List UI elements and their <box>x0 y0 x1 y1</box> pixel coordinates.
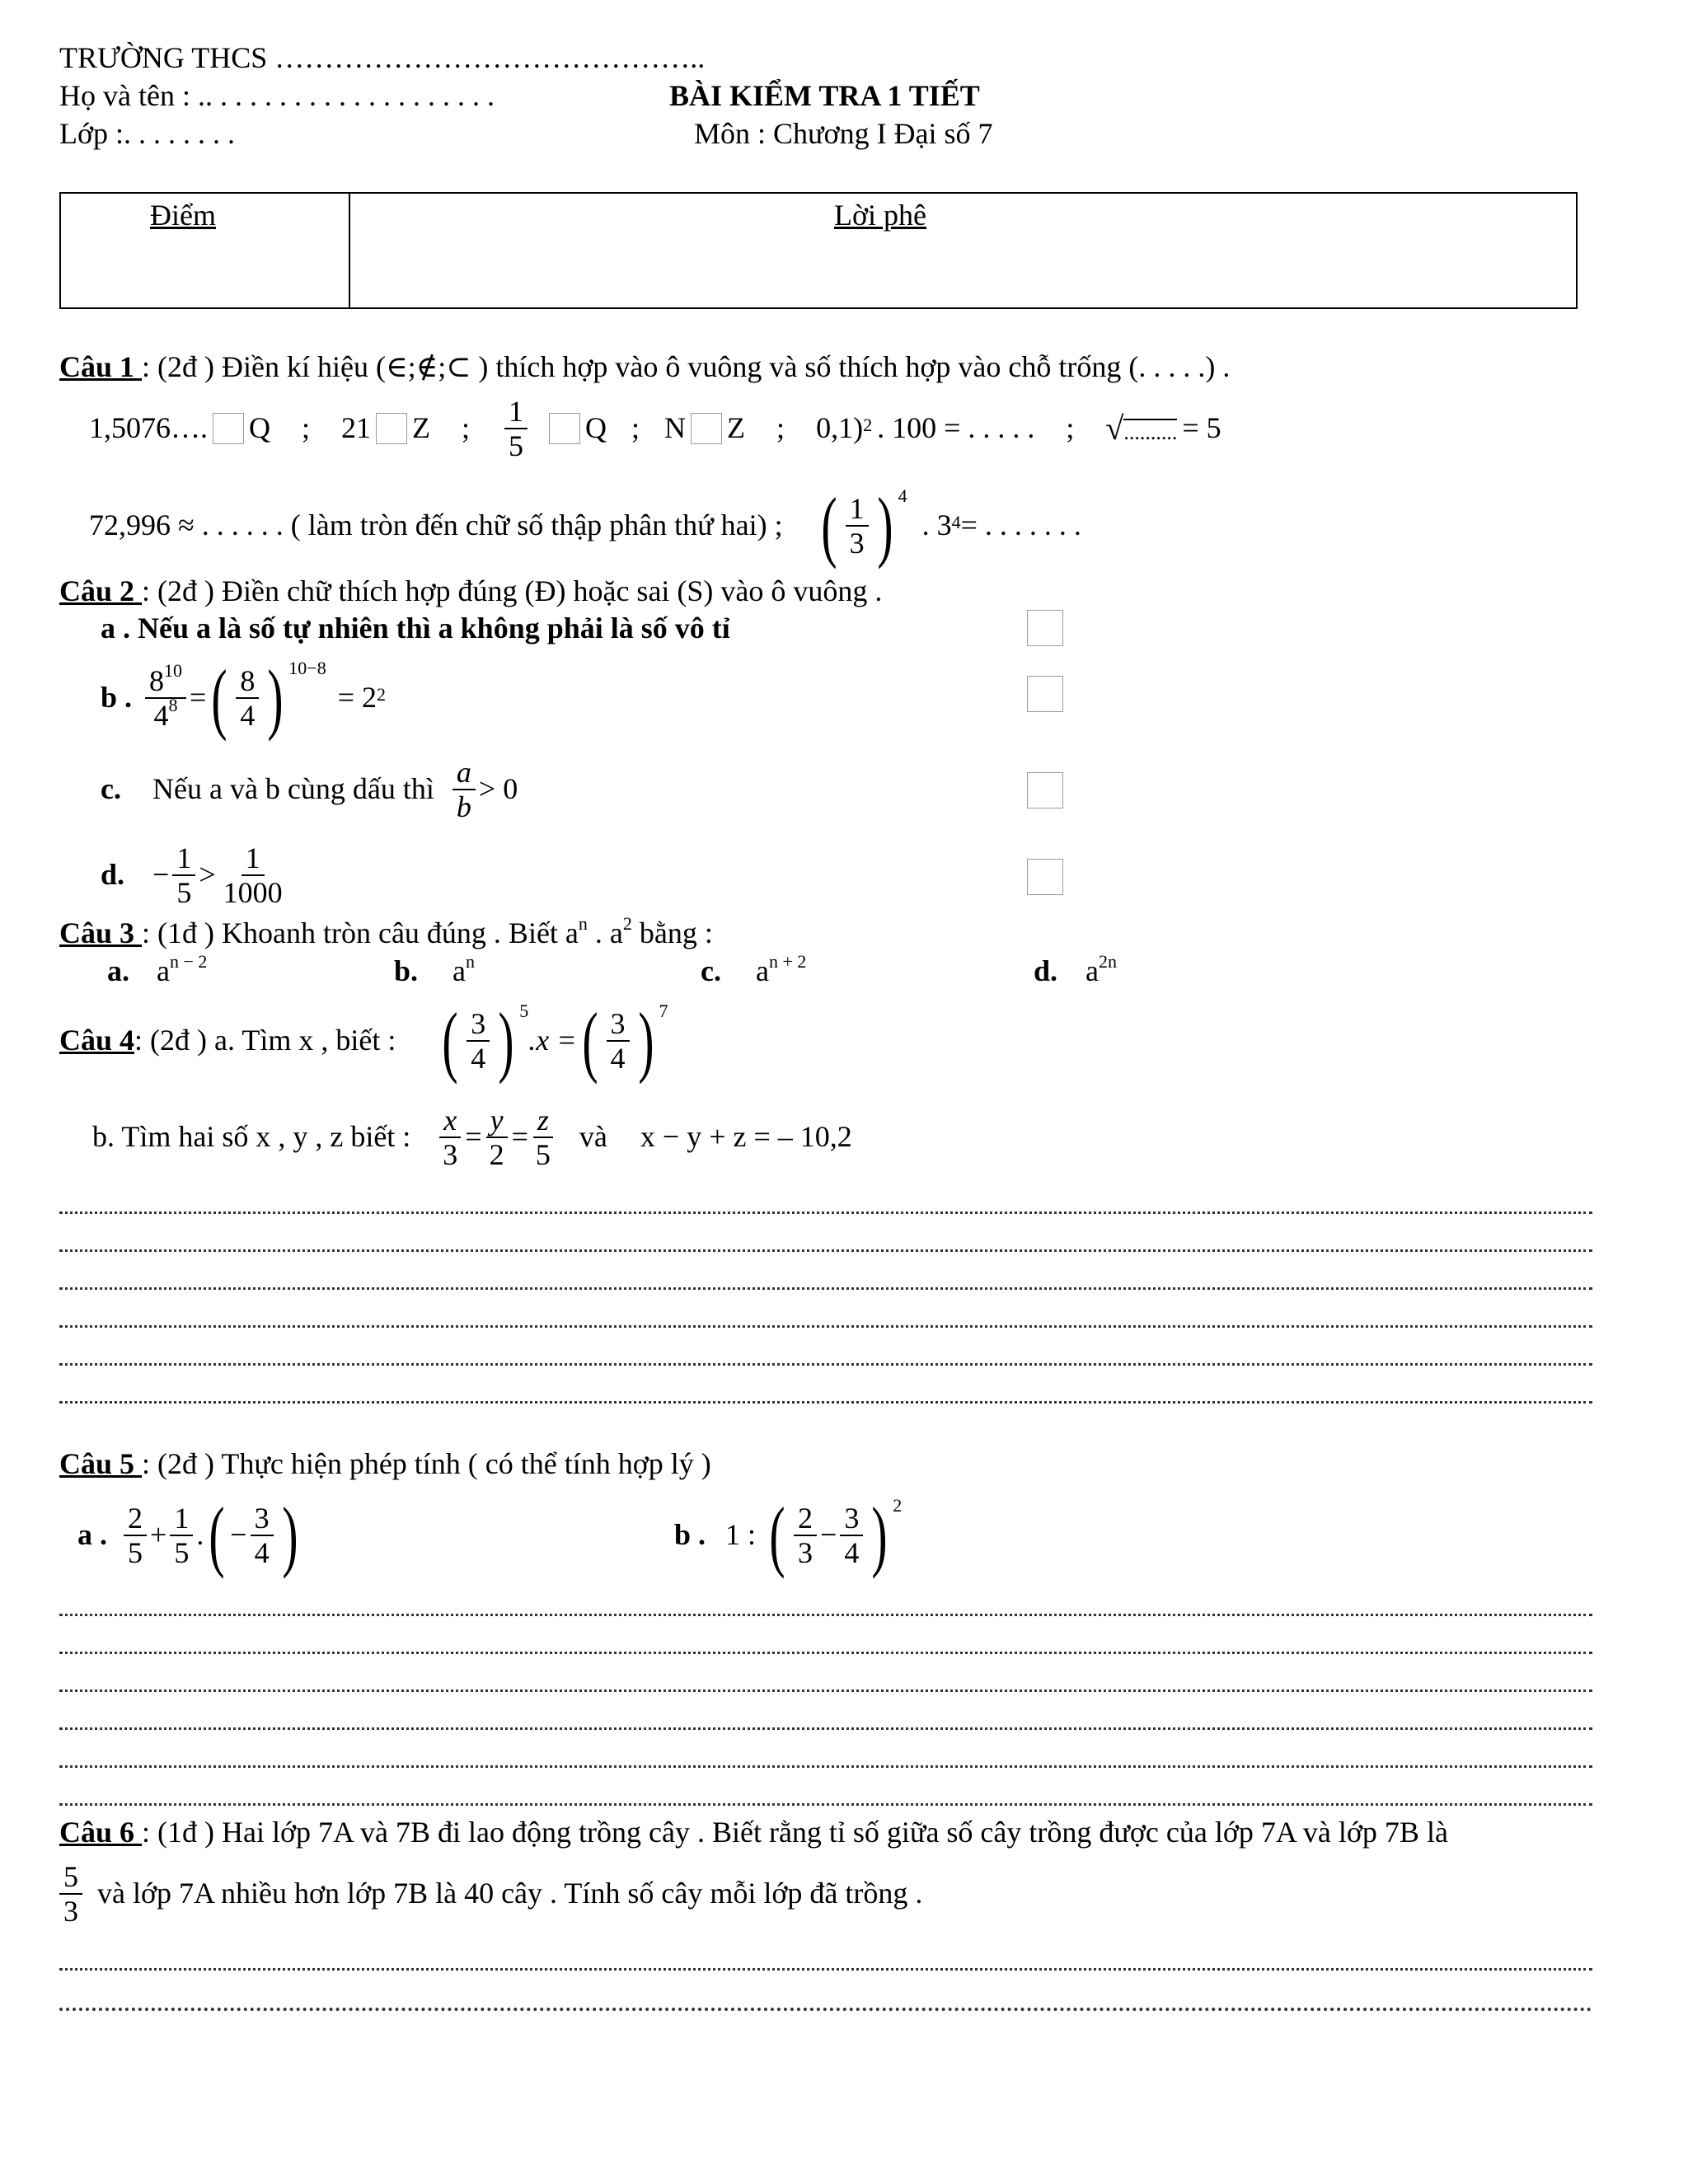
q3-option-c[interactable]: c. $a^{n + 2}$ <box>701 951 807 987</box>
q1-answer-box-1[interactable] <box>213 413 244 444</box>
answer-line[interactable] <box>59 1968 1592 1971</box>
q5-a: a . $\frac{2}{5}$ + $\frac{1}{5}$ . ( − $\frac{3}{4}$ ) <box>77 1490 303 1581</box>
sqrt-expression: √.......... <box>1105 410 1178 447</box>
answer-line[interactable] <box>59 1287 1592 1290</box>
q1-answer-box-2[interactable] <box>376 413 407 444</box>
q4-b: b. Tìm hai số x , y , z biết : $\frac{x}{3}$ = $\frac{y}{2}$ = $\frac{z}{5}$ và x − y + z = – 10,2 <box>92 1103 852 1171</box>
fraction-y-2: $\frac{y}{2}$ <box>485 1104 509 1172</box>
q1-answer-box-4[interactable] <box>691 413 722 444</box>
fraction-power-3-4-7: ( $\frac{3}{4}$ ) 7 <box>581 996 668 1085</box>
score-table <box>59 192 1578 309</box>
class-field[interactable]: Lớp :. . . . . . . . <box>59 117 236 150</box>
q1-row2: 72,996 ≈ . . . . . . ( làm tròn đến chữ số thập phân thứ hai) ; ( $\frac{1}{3}$ ) 4 . 3 4 = . . . . . . . <box>89 481 1081 569</box>
answer-line[interactable] <box>59 1249 1592 1252</box>
answer-line[interactable] <box>59 2008 1592 2011</box>
fraction-power-8-4: ( $\frac{8}{4}$ ) 10−8 <box>211 654 326 742</box>
q2-answer-box-a[interactable] <box>1027 610 1063 646</box>
fraction-power-1-3: ( $\frac{1}{3}$ ) 4 <box>821 481 907 569</box>
answer-line[interactable] <box>59 1212 1592 1214</box>
q2-answer-box-b[interactable] <box>1027 676 1063 712</box>
fraction-1-1000: $\frac{1}{1000}$ <box>223 841 283 909</box>
q6-prompt: Câu 6 : (1đ ) Hai lớp 7A và 7B đi lao động trồng cây . Biết rằng tỉ số giữa số cây trồng được của lớp 7A và lớp 7B là <box>59 1816 1448 1849</box>
answer-line[interactable] <box>59 1690 1592 1692</box>
answer-line[interactable] <box>59 1803 1592 1806</box>
q2-prompt: Câu 2 : (2đ ) Điền chữ thích hợp đúng (Đ) hoặc sai (S) vào ô vuông . <box>59 574 883 607</box>
fraction-2-5: $\frac{2}{5}$ <box>124 1502 147 1570</box>
q5-prompt: Câu 5 : (2đ ) Thực hiện phép tính ( có thể tính hợp lý ) <box>59 1447 711 1480</box>
answer-line[interactable] <box>59 1401 1592 1404</box>
fraction-x-3: $\frac{x}{3}$ <box>438 1104 462 1172</box>
q4-a: Câu 4 : (2đ ) a. Tìm x , biết : ( $\frac{3}{4}$ ) 5 .x = ( $\frac{3}{4}$ ) 7 <box>59 996 668 1085</box>
q2-answer-box-d[interactable] <box>1027 859 1063 895</box>
q2-answer-box-c[interactable] <box>1027 772 1063 808</box>
q2-item-b: b . $\frac{8^{10}}{4^8}$ = ( $\frac{8}{4}$ ) 10−8 = 2 2 <box>101 654 387 742</box>
q2-item-d: d. − $\frac{1}{5}$ > $\frac{1}{1000}$ <box>101 834 290 916</box>
q6-line2: $\frac{5}{3}$ và lớp 7A nhiều hơn lớp 7B là 40 cây . Tính số cây mỗi lớp đã trồng . <box>59 1854 922 1933</box>
answer-line[interactable] <box>59 1765 1592 1768</box>
answer-line[interactable] <box>59 1652 1592 1654</box>
student-name-field[interactable]: Họ và tên : .. . . . . . . . . . . . . . . . . . . . <box>59 79 495 112</box>
fraction-power-3-4-5: ( $\frac{3}{4}$ ) 5 <box>442 996 529 1085</box>
q1-prompt: Câu 1 : (2đ ) Điền kí hiệu (∈;∉;⊂ ) thích hợp vào ô vuông và số thích hợp vào chỗ trống (. . . . .) . <box>59 350 1231 383</box>
q1-answer-box-3[interactable] <box>549 413 580 444</box>
q6-label: Câu 6 <box>59 1816 143 1849</box>
q3-option-d[interactable]: d. $a^{2n}$ <box>1034 951 1118 987</box>
q2-label: Câu 2 <box>59 574 143 607</box>
q5-b: b . 1 : ( $\frac{2}{3}$ − $\frac{3}{4}$ ) 2 <box>674 1491 903 1579</box>
answer-line[interactable] <box>59 1727 1592 1730</box>
comment-header: Lời phê <box>834 199 927 232</box>
q2-item-a <box>101 612 730 645</box>
fraction-1-5-q5: $\frac{1}{5}$ <box>170 1502 193 1570</box>
fraction-8pow10-4pow8: $\frac{8^{10}}{4^8}$ <box>145 664 186 733</box>
q3-label: Câu 3 <box>59 916 143 949</box>
q3-option-b[interactable]: b. $a^n$ <box>394 951 476 987</box>
fraction-z-5: $\frac{z}{5}$ <box>532 1104 555 1172</box>
answer-line[interactable] <box>59 1614 1592 1616</box>
paren-2-3-minus-3-4: ( $\frac{2}{3}$ − $\frac{3}{4}$ ) 2 <box>769 1491 903 1579</box>
q4-label: Câu 4 <box>59 1024 135 1057</box>
fraction-5-3: $\frac{5}{3}$ <box>59 1860 82 1929</box>
fraction-a-b: $\frac{a}{b}$ <box>452 756 476 824</box>
fraction-1-5-d: $\frac{1}{5}$ <box>172 841 195 910</box>
paren-neg-3-4: ( − $\frac{3}{4}$ ) <box>209 1491 298 1579</box>
q5-label: Câu 5 <box>59 1447 143 1480</box>
q1-label: Câu 1 <box>59 350 143 383</box>
answer-line[interactable] <box>59 1325 1592 1328</box>
fraction-1-5: $\frac{1}{5}$ <box>504 395 528 463</box>
table-divider <box>349 194 350 307</box>
subject-line: Môn : Chương I Đại số 7 <box>694 117 993 150</box>
test-title: BÀI KIỂM TRA 1 TIẾT <box>669 79 980 112</box>
q2-a-text: a . Nếu a là số tự nhiên thì a không phải là số vô tỉ <box>101 612 730 644</box>
q3-prompt: Câu 3 : (1đ ) Khoanh tròn câu đúng . Biết $a^n$ . $a^2$ bằng : <box>59 913 713 949</box>
school-line: TRƯỜNG THCS …………………………………….. <box>59 41 706 74</box>
q2-item-c: c. Nếu a và b cùng dấu thì $\frac{a}{b}$ > 0 <box>101 755 518 823</box>
answer-line[interactable] <box>59 1363 1592 1366</box>
q1-row1: 1,5076…. Q ; 21 Z ; $\frac{1}{5}$ Q ; N Z ; 0,1) 2 . 100 = . . . . . ; √.......... = 5 <box>89 394 1221 462</box>
q3-option-a[interactable]: a. $a^{n - 2}$ <box>107 951 208 987</box>
score-header: Điểm <box>150 199 216 232</box>
